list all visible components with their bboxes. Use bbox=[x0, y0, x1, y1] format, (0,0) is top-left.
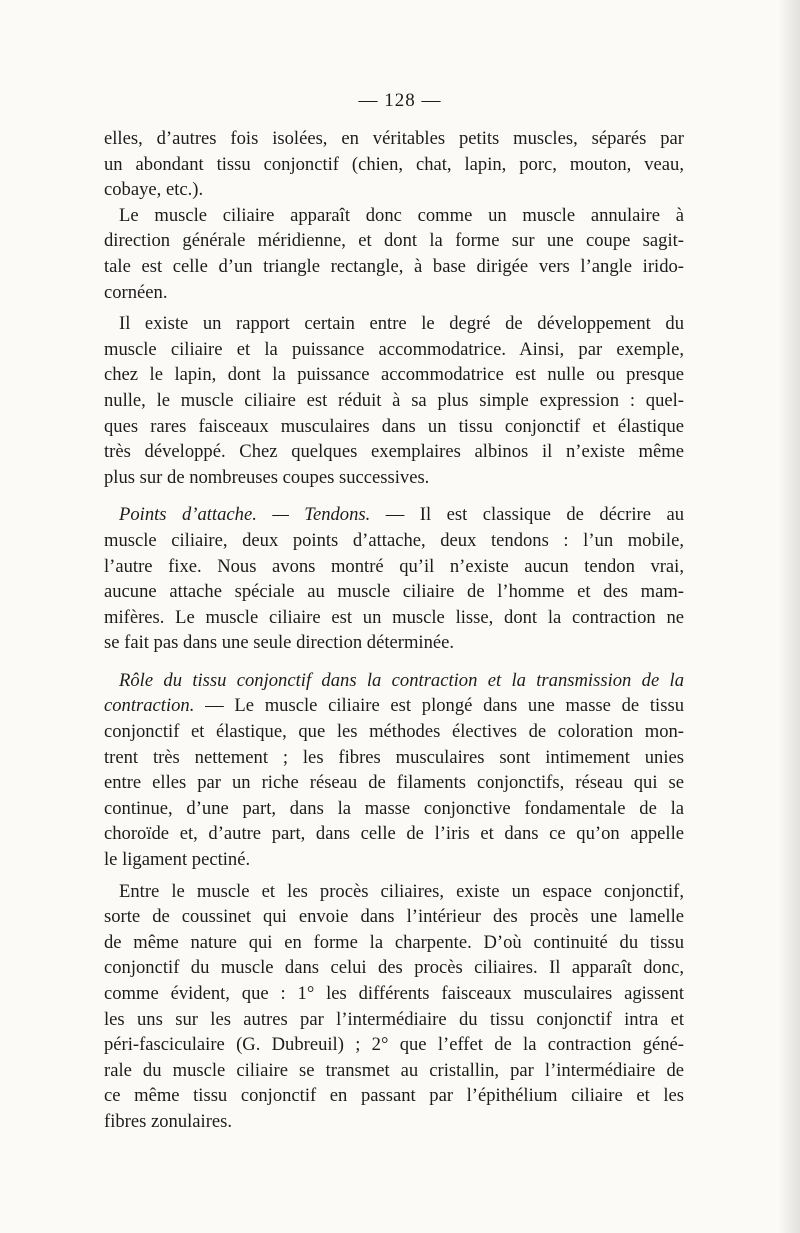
text-line: le ligament pectiné. bbox=[104, 849, 251, 871]
text-line: trent très nettement ; les fibres musculaires sont intimement unies bbox=[104, 746, 684, 768]
text-line: elles, d’autres fois isolées, en véritables petits muscles, séparés par bbox=[104, 128, 684, 149]
text-line: l’autre fixe. Nous avons montré qu’il n’existe aucun tendon vrai, bbox=[104, 555, 684, 577]
text-line: Entre le muscle et les procès ciliaires, existe un espace conjonctif, bbox=[119, 880, 684, 902]
text-line: ques rares faisceaux musculaires dans un tissu conjonctif et élastique bbox=[104, 415, 684, 437]
text-line: fibres zonulaires. bbox=[104, 1110, 233, 1132]
text-line: chez le lapin, dont la puissance accommodatrice est nulle ou presque bbox=[104, 364, 684, 386]
text-line: sorte de coussinet qui envoie dans l’intérieur des procès une lamelle bbox=[104, 906, 684, 928]
text-line: cobaye, etc.). bbox=[104, 179, 204, 201]
section-heading-role-tissu: Rôle du tissu conjonctif dans la contraction et la transmission de la bbox=[119, 669, 684, 691]
paragraph-1 bbox=[104, 126, 684, 203]
page-number: — 128 — bbox=[358, 90, 442, 111]
text-line: rale du muscle ciliaire se transmet au cristallin, par l’intermédiaire de bbox=[104, 1059, 684, 1081]
text-line: muscle ciliaire, deux points d’attache, deux tendons : l’un mobile, bbox=[104, 529, 684, 551]
text-line: tale est celle d’un triangle rectangle, à base dirigée vers l’angle irido- bbox=[104, 255, 684, 277]
text-line: conjonctif et élastique, que les méthodes électives de coloration mon- bbox=[104, 721, 684, 743]
text-line: continue, d’une part, dans la masse conjonctive fondamentale de la bbox=[104, 797, 684, 819]
text-line: de même nature qui en forme la charpente. D’où continuité du tissu bbox=[104, 931, 684, 953]
paragraph-3 bbox=[104, 311, 684, 490]
text-line: choroïde et, d’autre part, dans celle de l’iris et dans ce qu’on appelle bbox=[104, 823, 684, 845]
text-line: plus sur de nombreuses coupes successives. bbox=[104, 466, 430, 488]
text-line bbox=[104, 693, 684, 719]
text-line: muscle ciliaire et la puissance accommodatrice. Ainsi, par exemple, bbox=[104, 338, 684, 360]
text-line: péri-fasciculaire (G. Dubreuil) ; 2° que l’effet de la contraction géné- bbox=[104, 1034, 684, 1056]
paragraph-2 bbox=[104, 203, 684, 305]
body-text bbox=[104, 126, 684, 1135]
section-heading-contraction: contraction. bbox=[104, 695, 195, 717]
text-line: entre elles par un riche réseau de filaments conjonctifs, réseau qui se bbox=[104, 772, 684, 794]
text-line: cornéen. bbox=[104, 281, 168, 303]
paragraph-points-attache bbox=[104, 502, 684, 656]
text-line: direction générale méridienne, et dont la forme sur une coupe sagit- bbox=[104, 230, 684, 252]
text-line: ce même tissu conjonctif en passant par l’épithélium ciliaire et les bbox=[104, 1085, 684, 1107]
text-fragment: — Le muscle ciliaire est plongé dans une masse de tissu bbox=[194, 695, 684, 717]
paragraph-role-tissu bbox=[104, 668, 684, 873]
text-line bbox=[104, 502, 684, 528]
text-line: aucune attache spéciale au muscle ciliaire de l’homme et des mam- bbox=[104, 581, 684, 603]
text-line: comme évident, que : 1° les différents faisceaux musculaires agissent bbox=[104, 983, 684, 1004]
text-line: nulle, le muscle ciliaire est réduit à sa plus simple expression : quel- bbox=[104, 389, 684, 411]
text-line: très développé. Chez quelques exemplaires albinos il n’existe même bbox=[104, 441, 684, 463]
page-edge-shadow bbox=[778, 0, 800, 1233]
paragraph-6 bbox=[104, 879, 684, 1135]
text-line: les uns sur les autres par l’intermédiaire du tissu conjonctif intra et bbox=[104, 1008, 684, 1030]
text-line: mifères. Le muscle ciliaire est un muscle lisse, dont la contraction ne bbox=[104, 606, 684, 628]
text-line: un abondant tissu conjonctif (chien, chat, lapin, porc, mouton, veau, bbox=[104, 153, 684, 175]
section-heading-points-attache: Points d’attache. — Tendons. bbox=[119, 504, 371, 526]
text-line: se fait pas dans une seule direction déterminée. bbox=[104, 632, 455, 654]
text-line: conjonctif du muscle dans celui des procès ciliaires. Il apparaît donc, bbox=[104, 957, 684, 979]
text-line: Il existe un rapport certain entre le degré de développement du bbox=[119, 313, 684, 335]
text-fragment: — Il est classique de décrire au bbox=[370, 504, 684, 526]
text-line: Le muscle ciliaire apparaît donc comme un muscle annulaire à bbox=[119, 204, 684, 226]
